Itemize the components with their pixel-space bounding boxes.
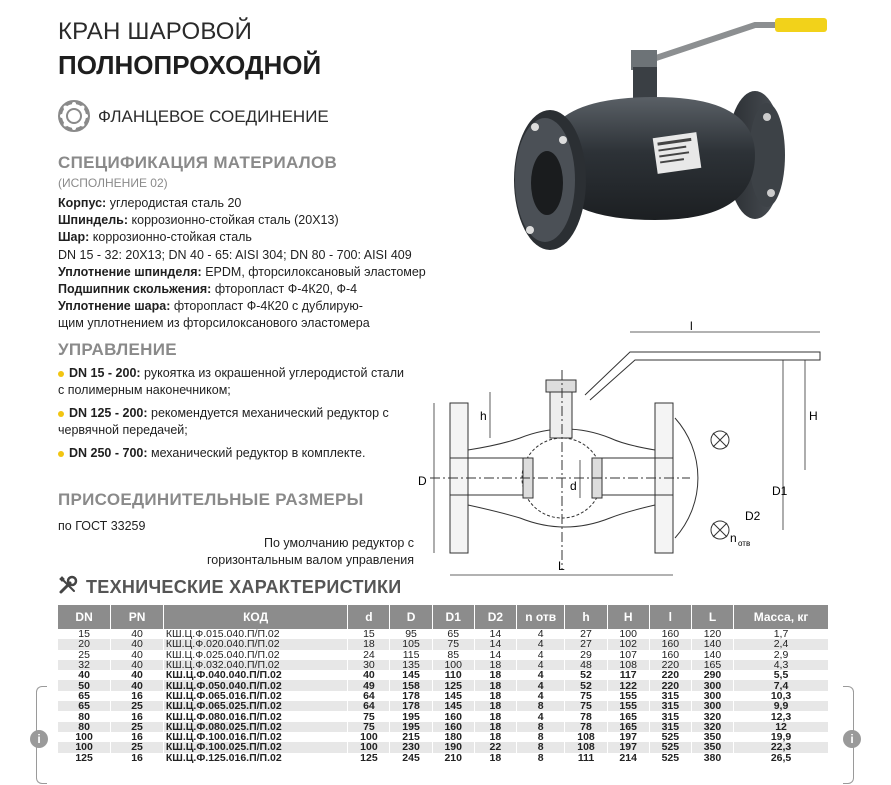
flange-icon (58, 100, 90, 132)
table-cell: 18 (474, 722, 516, 732)
col-header: l (649, 605, 691, 629)
table-cell: 75 (348, 722, 390, 732)
table-cell: 380 (691, 753, 733, 763)
table-cell: 220 (649, 680, 691, 690)
table-cell: 155 (607, 701, 649, 711)
table-row (58, 660, 829, 670)
table-cell: КШ.Ц.Ф.015.040.П/П.02 (163, 629, 347, 639)
table-cell: 1,7 (734, 629, 829, 639)
table-cell: КШ.Ц.Ф.065.025.П/П.02 (163, 701, 347, 711)
table-cell: 107 (607, 650, 649, 660)
table-cell: 40 (111, 670, 164, 680)
table-cell: 315 (649, 722, 691, 732)
table-cell: 14 (474, 650, 516, 660)
table-cell: 15 (348, 629, 390, 639)
table-cell: 315 (649, 711, 691, 721)
table-cell: 525 (649, 742, 691, 752)
table-row (58, 742, 829, 752)
table-cell: 22,3 (734, 742, 829, 752)
table-cell: 40 (111, 680, 164, 690)
table-cell: 525 (649, 753, 691, 763)
table-cell: 160 (649, 650, 691, 660)
table-cell: 160 (432, 711, 474, 721)
table-cell: 108 (565, 732, 607, 742)
table-cell: КШ.Ц.Ф.040.040.П/П.02 (163, 670, 347, 680)
table-cell: 16 (111, 732, 164, 742)
table-cell: 300 (691, 701, 733, 711)
table-row (58, 711, 829, 721)
table-cell: 78 (565, 711, 607, 721)
col-header: L (691, 605, 733, 629)
dim-L-label: L (558, 559, 565, 573)
table-cell: 18 (348, 639, 390, 649)
table-cell: 16 (111, 711, 164, 721)
table-cell: 40 (111, 660, 164, 670)
material-line: DN 15 - 32: 20Х13; DN 40 - 65: AISI 304; DN 80 - 700: AISI 409 (58, 247, 412, 262)
table-cell: 65 (58, 691, 111, 701)
table-cell: 50 (58, 680, 111, 690)
table-cell: 85 (432, 650, 474, 660)
col-header: h (565, 605, 607, 629)
table-cell: 18 (474, 732, 516, 742)
table-cell: 25 (111, 701, 164, 711)
table-cell: 8 (516, 742, 564, 752)
dim-n-label: n (730, 531, 737, 545)
table-cell: 245 (390, 753, 432, 763)
table-cell: 125 (348, 753, 390, 763)
table-cell: 78 (565, 722, 607, 732)
table-cell: 178 (390, 701, 432, 711)
materials-heading: СПЕЦИФИКАЦИЯ МАТЕРИАЛОВ (58, 153, 338, 172)
table-cell: 220 (649, 670, 691, 680)
table-cell: 2,9 (734, 650, 829, 660)
table-cell: 125 (432, 680, 474, 690)
table-cell: 75 (432, 639, 474, 649)
table-cell: 27 (565, 629, 607, 639)
table-cell: 315 (649, 691, 691, 701)
col-header: D (390, 605, 432, 629)
table-cell: 125 (58, 753, 111, 763)
table-cell: 110 (432, 670, 474, 680)
table-cell: КШ.Ц.Ф.065.016.П/П.02 (163, 691, 347, 701)
table-cell: 4 (516, 639, 564, 649)
table-cell: 75 (348, 711, 390, 721)
table-cell: 115 (390, 650, 432, 660)
material-line: щим уплотнением из фторсилоксанового эластомера (58, 316, 370, 331)
table-cell: 350 (691, 732, 733, 742)
connection-heading: ПРИСОЕДИНИТЕЛЬНЫЕ РАЗМЕРЫ (58, 490, 364, 509)
table-cell: 29 (565, 650, 607, 660)
table-cell: 49 (348, 680, 390, 690)
table-cell: 120 (691, 629, 733, 639)
table-cell: КШ.Ц.Ф.100.016.П/П.02 (163, 732, 347, 742)
table-cell: 2,4 (734, 639, 829, 649)
table-cell: 25 (58, 650, 111, 660)
table-cell: 160 (649, 629, 691, 639)
table-cell: 180 (432, 732, 474, 742)
dim-n-sub-label: отв (738, 539, 751, 548)
table-cell: 300 (691, 691, 733, 701)
table-cell: 290 (691, 670, 733, 680)
table-cell: КШ.Ц.Ф.080.016.П/П.02 (163, 711, 347, 721)
info-icon-right[interactable]: i (843, 730, 861, 748)
control-list (58, 365, 408, 468)
control-item: DN 250 - 700: механический редуктор в комплекте. (58, 445, 408, 462)
valve-drawing (410, 320, 840, 590)
table-cell: 160 (432, 722, 474, 732)
table-cell: КШ.Ц.Ф.020.040.П/П.02 (163, 639, 347, 649)
table-cell: 40 (111, 639, 164, 649)
table-cell: 4 (516, 670, 564, 680)
table-row (58, 753, 829, 763)
table-row (58, 650, 829, 660)
table-cell: 230 (390, 742, 432, 752)
materials-list (58, 195, 478, 333)
connection-type: ФЛАНЦЕВОЕ СОЕДИНЕНИЕ (98, 107, 329, 126)
material-line: Шар: коррозионно-стойкая сталь (58, 230, 252, 245)
table-cell: 165 (607, 711, 649, 721)
table-cell: 25 (111, 722, 164, 732)
table-cell: 102 (607, 639, 649, 649)
table-cell: 320 (691, 711, 733, 721)
table-cell: 100 (348, 742, 390, 752)
material-line: Уплотнение шпинделя: EPDM, фторсилоксановый эластомер (58, 264, 426, 279)
table-cell: 24 (348, 650, 390, 660)
material-line: Корпус: углеродистая сталь 20 (58, 196, 242, 210)
table-cell: 4 (516, 650, 564, 660)
table-cell: 12 (734, 722, 829, 732)
wrench-screwdriver-icon (58, 575, 78, 595)
control-heading: УПРАВЛЕНИЕ (58, 340, 177, 359)
table-cell: КШ.Ц.Ф.032.040.П/П.02 (163, 660, 347, 670)
table-cell: 108 (565, 742, 607, 752)
table-cell: 14 (474, 639, 516, 649)
table-cell: 4 (516, 691, 564, 701)
info-icon-left[interactable]: i (30, 730, 48, 748)
col-header: Масса, кг (734, 605, 829, 629)
table-cell: 64 (348, 701, 390, 711)
table-cell: 215 (390, 732, 432, 742)
table-cell: 197 (607, 742, 649, 752)
table-cell: 22 (474, 742, 516, 752)
table-cell: 18 (474, 670, 516, 680)
table-cell: 48 (565, 660, 607, 670)
table-cell: 80 (58, 711, 111, 721)
table-cell: 30 (348, 660, 390, 670)
table-cell: 195 (390, 711, 432, 721)
valve-illustration (505, 5, 885, 315)
table-cell: 117 (607, 670, 649, 680)
table-cell: 52 (565, 680, 607, 690)
table-cell: 165 (691, 660, 733, 670)
table-row (58, 701, 829, 711)
col-header: d (348, 605, 390, 629)
table-cell: 9,9 (734, 701, 829, 711)
tech-heading: ТЕХНИЧЕСКИЕ ХАРАКТЕРИСТИКИ (86, 577, 402, 597)
table-cell: 145 (390, 670, 432, 680)
table-cell: 100 (58, 742, 111, 752)
gost-standard: по ГОСТ 33259 (58, 519, 146, 533)
table-cell: 18 (474, 660, 516, 670)
table-cell: 8 (516, 701, 564, 711)
table-cell: КШ.Ц.Ф.050.040.П/П.02 (163, 680, 347, 690)
table-cell: 122 (607, 680, 649, 690)
table-cell: 220 (649, 660, 691, 670)
table-cell: 18 (474, 701, 516, 711)
table-cell: 52 (565, 670, 607, 680)
table-cell: 4 (516, 711, 564, 721)
dim-d-label: d (570, 479, 577, 493)
material-line: Шпиндель: коррозионно-стойкая сталь (20Х13) (58, 213, 339, 228)
table-cell: КШ.Ц.Ф.025.040.П/П.02 (163, 650, 347, 660)
table-cell: 40 (111, 629, 164, 639)
table-row (58, 670, 829, 680)
col-header: n отв (516, 605, 564, 629)
table-cell: 18 (474, 680, 516, 690)
table-cell: 210 (432, 753, 474, 763)
table-cell: 140 (691, 650, 733, 660)
table-row (58, 722, 829, 732)
table-cell: 155 (607, 691, 649, 701)
bullet-icon (58, 451, 64, 457)
col-header: PN (111, 605, 164, 629)
table-cell: 27 (565, 639, 607, 649)
table-cell: КШ.Ц.Ф.100.025.П/П.02 (163, 742, 347, 752)
table-cell: 100 (58, 732, 111, 742)
table-cell: 20 (58, 639, 111, 649)
col-header: H (607, 605, 649, 629)
table-cell: КШ.Ц.Ф.125.016.П/П.02 (163, 753, 347, 763)
table-cell: 8 (516, 732, 564, 742)
dim-D1-label: D1 (772, 484, 788, 498)
table-cell: 75 (565, 691, 607, 701)
gearbox-note: По умолчанию редуктор с горизонтальным валом управления (207, 536, 414, 567)
dim-l-label: l (690, 320, 693, 333)
bullet-icon (58, 411, 64, 417)
table-cell: 65 (58, 701, 111, 711)
table-cell: 195 (390, 722, 432, 732)
col-header: DN (58, 605, 111, 629)
table-cell: 7,4 (734, 680, 829, 690)
control-item: DN 125 - 200: рекомендуется механический редуктор с червячной передачей; (58, 406, 389, 437)
col-header: КОД (163, 605, 347, 629)
table-row (58, 680, 829, 690)
table-cell: 350 (691, 742, 733, 752)
table-cell: 140 (691, 639, 733, 649)
table-cell: 25 (111, 742, 164, 752)
table-cell: 16 (111, 753, 164, 763)
table-cell: 40 (348, 670, 390, 680)
table-cell: 18 (474, 753, 516, 763)
table-cell: 190 (432, 742, 474, 752)
col-header: D1 (432, 605, 474, 629)
table-cell: 300 (691, 680, 733, 690)
table-cell: 4,3 (734, 660, 829, 670)
table-cell: 100 (607, 629, 649, 639)
table-cell: 18 (474, 691, 516, 701)
table-cell: 14 (474, 629, 516, 639)
table-header-row (58, 605, 829, 629)
table-cell: 10,3 (734, 691, 829, 701)
table-cell: 26,5 (734, 753, 829, 763)
table-cell: 12,3 (734, 711, 829, 721)
control-item: DN 15 - 200: рукоятка из окрашенной углеродистой стали с полимерным наконечником; (58, 366, 405, 397)
dim-D2-label: D2 (745, 509, 761, 523)
table-cell: 32 (58, 660, 111, 670)
table-cell: 111 (565, 753, 607, 763)
table-cell: 525 (649, 732, 691, 742)
table-cell: 8 (516, 722, 564, 732)
table-cell: 145 (432, 691, 474, 701)
table-cell: 75 (565, 701, 607, 711)
table-cell: 178 (390, 691, 432, 701)
table-cell: 214 (607, 753, 649, 763)
table-cell: 16 (111, 691, 164, 701)
table-cell: 160 (649, 639, 691, 649)
bullet-icon (58, 371, 64, 377)
table-cell: 165 (607, 722, 649, 732)
table-cell: 320 (691, 722, 733, 732)
dim-D-label: D (418, 474, 427, 488)
table-cell: КШ.Ц.Ф.080.025.П/П.02 (163, 722, 347, 732)
material-line: Уплотнение шара: фторопласт Ф-4К20 с дублирую- (58, 299, 363, 314)
table-cell: 105 (390, 639, 432, 649)
dim-h-label: h (480, 409, 487, 423)
table-row (58, 691, 829, 701)
table-cell: 100 (432, 660, 474, 670)
table-cell: 18 (474, 711, 516, 721)
table-cell: 15 (58, 629, 111, 639)
tech-specs-table (58, 605, 829, 763)
material-line: Подшипник скольжения: фторопласт Ф-4К20, Ф-4 (58, 282, 358, 297)
table-cell: 108 (607, 660, 649, 670)
table-cell: 40 (111, 650, 164, 660)
table-cell: 100 (348, 732, 390, 742)
table-cell: 135 (390, 660, 432, 670)
table-cell: 95 (390, 629, 432, 639)
page-title-line2: ПОЛНОПРОХОДНОЙ (58, 50, 322, 80)
table-row (58, 629, 829, 639)
table-cell: 4 (516, 660, 564, 670)
table-cell: 65 (432, 629, 474, 639)
table-row (58, 639, 829, 649)
table-cell: 4 (516, 629, 564, 639)
table-cell: 197 (607, 732, 649, 742)
col-header: D2 (474, 605, 516, 629)
table-row (58, 732, 829, 742)
table-cell: 5,5 (734, 670, 829, 680)
materials-subheading: (ИСПОЛНЕНИЕ 02) (58, 176, 168, 190)
table-cell: 158 (390, 680, 432, 690)
table-cell: 145 (432, 701, 474, 711)
table-cell: 8 (516, 753, 564, 763)
table-cell: 19,9 (734, 732, 829, 742)
table-cell: 315 (649, 701, 691, 711)
dim-H-label: H (809, 409, 818, 423)
table-cell: 64 (348, 691, 390, 701)
table-cell: 40 (58, 670, 111, 680)
table-cell: 4 (516, 680, 564, 690)
table-cell: 80 (58, 722, 111, 732)
page-title-line1: КРАН ШАРОВОЙ (58, 18, 253, 45)
